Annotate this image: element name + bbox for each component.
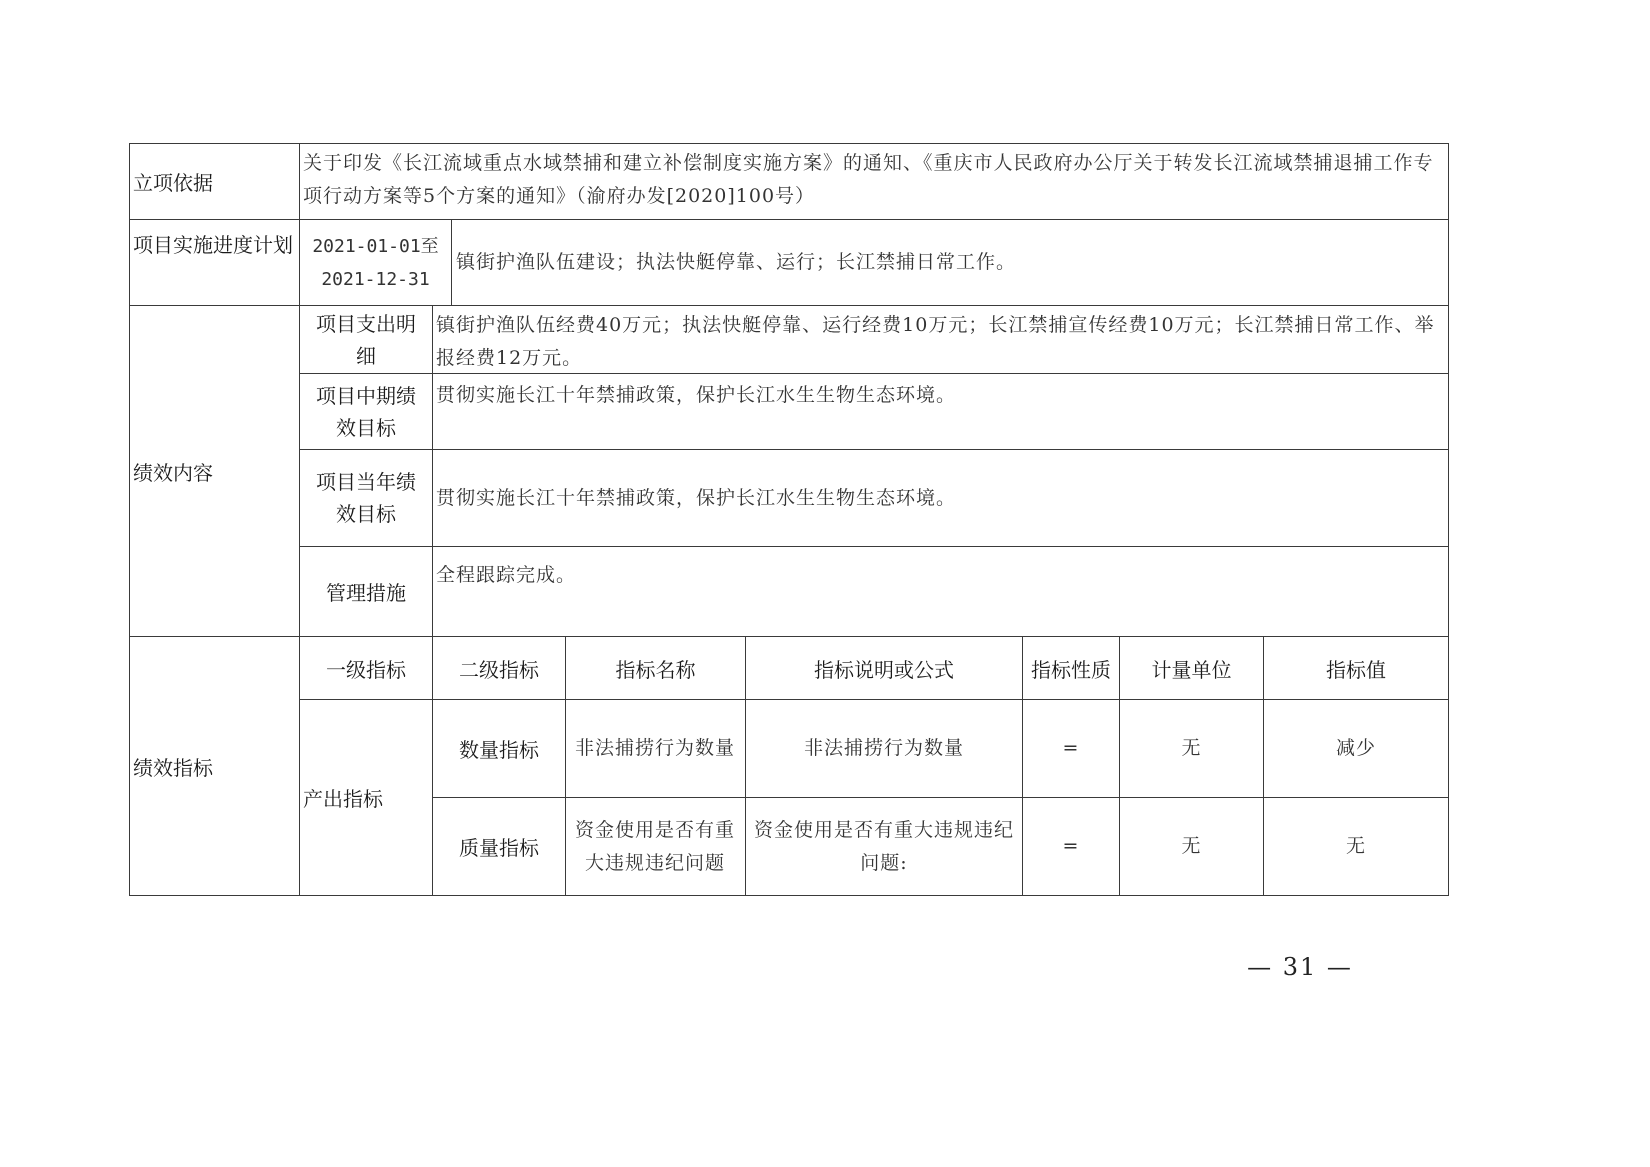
- level2-quantity: 数量指标: [459, 738, 539, 762]
- col-divider: [451, 219, 452, 306]
- content-row-label: 项目中期绩效目标: [316, 383, 416, 440]
- header-level2: 二级指标: [459, 657, 539, 682]
- header-description: 指标说明或公式: [814, 657, 954, 682]
- indicator-unit: 无: [1181, 835, 1202, 857]
- header-name: 指标名称: [615, 657, 696, 682]
- basis-text: 关于印发《长江流域重点水域禁捕和建立补偿制度实施方案》的通知、《重庆市人民政府办公厅关于转发长江流域禁捕退捕工作专项行动方案等5个方案的通知》（渝府办发[2020]100号）: [303, 152, 1434, 207]
- header-unit: 计量单位: [1151, 657, 1232, 682]
- indicator-description: 非法捕捞行为数量: [803, 737, 964, 759]
- schedule-text: 镇街护渔队伍建设；执法快艇停靠、运行；长江禁捕日常工作。: [456, 251, 1017, 273]
- row-divider: [299, 546, 1449, 547]
- schedule-label: 项目实施进度计划: [133, 233, 293, 257]
- level2-quality: 质量指标: [459, 836, 539, 860]
- indicator-unit: 无: [1181, 737, 1202, 759]
- page-number: — 31 —: [1247, 953, 1353, 981]
- header-value: 指标值: [1326, 657, 1386, 682]
- level1-output: 产出指标: [303, 787, 383, 811]
- indicator-value: 无: [1345, 835, 1366, 857]
- content-row-text: 镇街护渔队伍经费40万元；执法快艇停靠、运行经费10万元；长江禁捕宣传经费10万元；长江禁捕日常工作、举报经费12万元。: [436, 314, 1435, 369]
- content-label: 绩效内容: [133, 460, 213, 485]
- indicator-name: 非法捕捞行为数量: [574, 737, 735, 759]
- indicator-description: 资金使用是否有重大违规违纪问题:: [753, 818, 1014, 874]
- table-border-right: [1448, 143, 1449, 896]
- content-row-text: 全程跟踪完成。: [436, 564, 577, 586]
- indicator-label: 绩效指标: [133, 755, 213, 780]
- basis-label: 立项依据: [133, 171, 213, 195]
- indicator-name: 资金使用是否有重大违规违纪问题: [574, 818, 735, 874]
- content-row-label: 项目当年绩效目标: [316, 470, 416, 526]
- header-level1: 一级指标: [326, 657, 406, 682]
- table-border-bottom: [129, 895, 1449, 896]
- table-border-top: [129, 143, 1449, 144]
- schedule-date-end: 2021-12-31: [321, 268, 430, 290]
- indicator-nature: =: [1062, 835, 1080, 857]
- table-border-left: [129, 143, 130, 896]
- content-row-text: 贯彻实施长江十年禁捕政策，保护长江水生生物生态环境。: [436, 384, 957, 406]
- content-row-label: 管理措施: [326, 581, 406, 605]
- content-row-label: 项目支出明细: [316, 311, 416, 368]
- schedule-date-start: 2021-01-01至: [312, 235, 439, 257]
- indicator-nature: =: [1062, 737, 1080, 759]
- header-nature: 指标性质: [1031, 657, 1111, 682]
- schedule-dates: [300, 220, 451, 305]
- indicator-value: 减少: [1335, 737, 1376, 759]
- content-row-text: 贯彻实施长江十年禁捕政策，保护长江水生生物生态环境。: [436, 486, 957, 509]
